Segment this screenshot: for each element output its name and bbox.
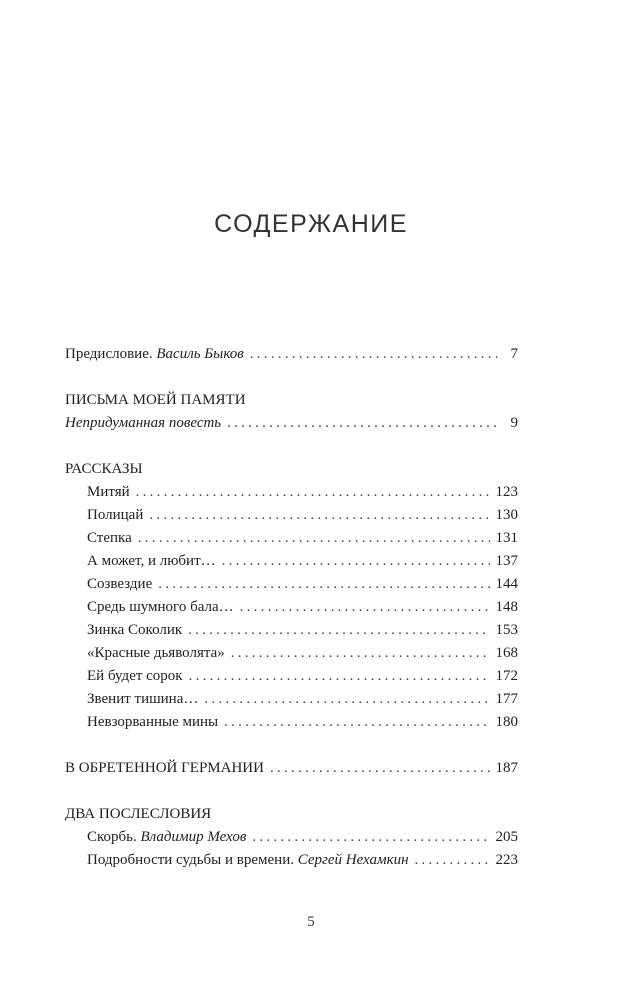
dot-leader	[149, 504, 489, 527]
page-number: 9	[510, 415, 518, 431]
toc-entry-story[interactable]	[65, 481, 518, 504]
dot-leader	[240, 596, 490, 619]
toc-entry-story[interactable]	[65, 688, 518, 711]
toc-entry-story[interactable]	[65, 711, 518, 734]
toc-entry-afterword[interactable]	[65, 849, 518, 872]
dot-leader	[222, 550, 490, 573]
toc-entry-story[interactable]	[65, 596, 518, 619]
page-number: 144	[495, 576, 518, 592]
page-number: 131	[495, 530, 518, 546]
entry-author: Владимир Мехов	[140, 829, 247, 845]
page-number: 148	[495, 599, 518, 615]
entry-title: Ей будет сорок	[87, 668, 183, 684]
page-number: 172	[495, 668, 518, 684]
table-of-contents	[65, 343, 518, 872]
toc-entry-story[interactable]	[65, 527, 518, 550]
dot-leader	[158, 573, 489, 596]
dot-leader	[227, 412, 498, 435]
page-number: 205	[495, 829, 518, 845]
toc-entry-germany[interactable]	[65, 757, 518, 780]
section-heading-text: В ОБРЕТЕННОЙ ГЕРМАНИИ	[65, 760, 264, 776]
toc-entry-story[interactable]	[65, 412, 518, 435]
section-heading-text: РАССКАЗЫ	[65, 461, 143, 477]
section-heading-stories	[65, 458, 518, 481]
page-number: 180	[495, 714, 518, 730]
dot-leader	[231, 642, 490, 665]
page-number: 177	[495, 691, 518, 707]
toc-entry-story[interactable]	[65, 665, 518, 688]
dot-leader	[136, 481, 490, 504]
entry-title: Полицай	[87, 507, 144, 523]
entry-title: «Красные дьяволята»	[87, 645, 225, 661]
entry-author: Сергей Нехамкин	[297, 852, 409, 868]
entry-title: Средь шумного бала…	[87, 599, 234, 615]
preface-label: Предисловие.	[65, 346, 153, 362]
section-heading-letters	[65, 389, 518, 412]
dot-leader	[252, 826, 489, 849]
entry-title: Подробности судьбы и времени.	[87, 852, 294, 868]
toc-entry-preface[interactable]	[65, 343, 518, 366]
entry-title: А может, и любит…	[87, 553, 216, 569]
page-number: 7	[510, 346, 518, 362]
dot-leader	[250, 343, 498, 366]
entry-title: Зинка Соколик	[87, 622, 183, 638]
entry-title: Митяй	[87, 484, 130, 500]
dot-leader	[188, 619, 489, 642]
page-number: 137	[495, 553, 518, 569]
toc-entry-afterword[interactable]	[65, 826, 518, 849]
toc-entry-story[interactable]	[65, 619, 518, 642]
dot-leader	[270, 757, 490, 780]
entry-title: Скорбь.	[87, 829, 137, 845]
entry-title: Созвездие	[87, 576, 153, 592]
dot-leader	[189, 665, 490, 688]
toc-entry-story[interactable]	[65, 642, 518, 665]
stories-list	[65, 481, 518, 734]
section-heading-text: ДВА ПОСЛЕСЛОВИЯ	[65, 806, 212, 822]
section-heading-afterwords	[65, 803, 518, 826]
entry-title: Непридуманная повесть	[65, 415, 222, 431]
page-title: СОДЕРЖАНИЕ	[214, 210, 408, 238]
dot-leader	[138, 527, 490, 550]
dot-leader	[204, 688, 489, 711]
page-number: 123	[495, 484, 518, 500]
toc-entry-story[interactable]	[65, 573, 518, 596]
page-number: 153	[495, 622, 518, 638]
page-number: 223	[495, 852, 518, 868]
entry-title: Невзорванные мины	[87, 714, 219, 730]
page-number: 187	[495, 760, 518, 776]
page-folio: 5	[307, 914, 315, 930]
entry-title: Звенит тишина…	[87, 691, 199, 707]
page-number: 168	[495, 645, 518, 661]
section-heading-text: ПИСЬМА МОЕЙ ПАМЯТИ	[65, 392, 246, 408]
toc-entry-story[interactable]	[65, 550, 518, 573]
toc-entry-story[interactable]	[65, 504, 518, 527]
dot-leader	[415, 849, 490, 872]
preface-author: Василь Быков	[156, 346, 244, 362]
dot-leader	[224, 711, 489, 734]
entry-title: Степка	[87, 530, 132, 546]
page-number: 130	[495, 507, 518, 523]
